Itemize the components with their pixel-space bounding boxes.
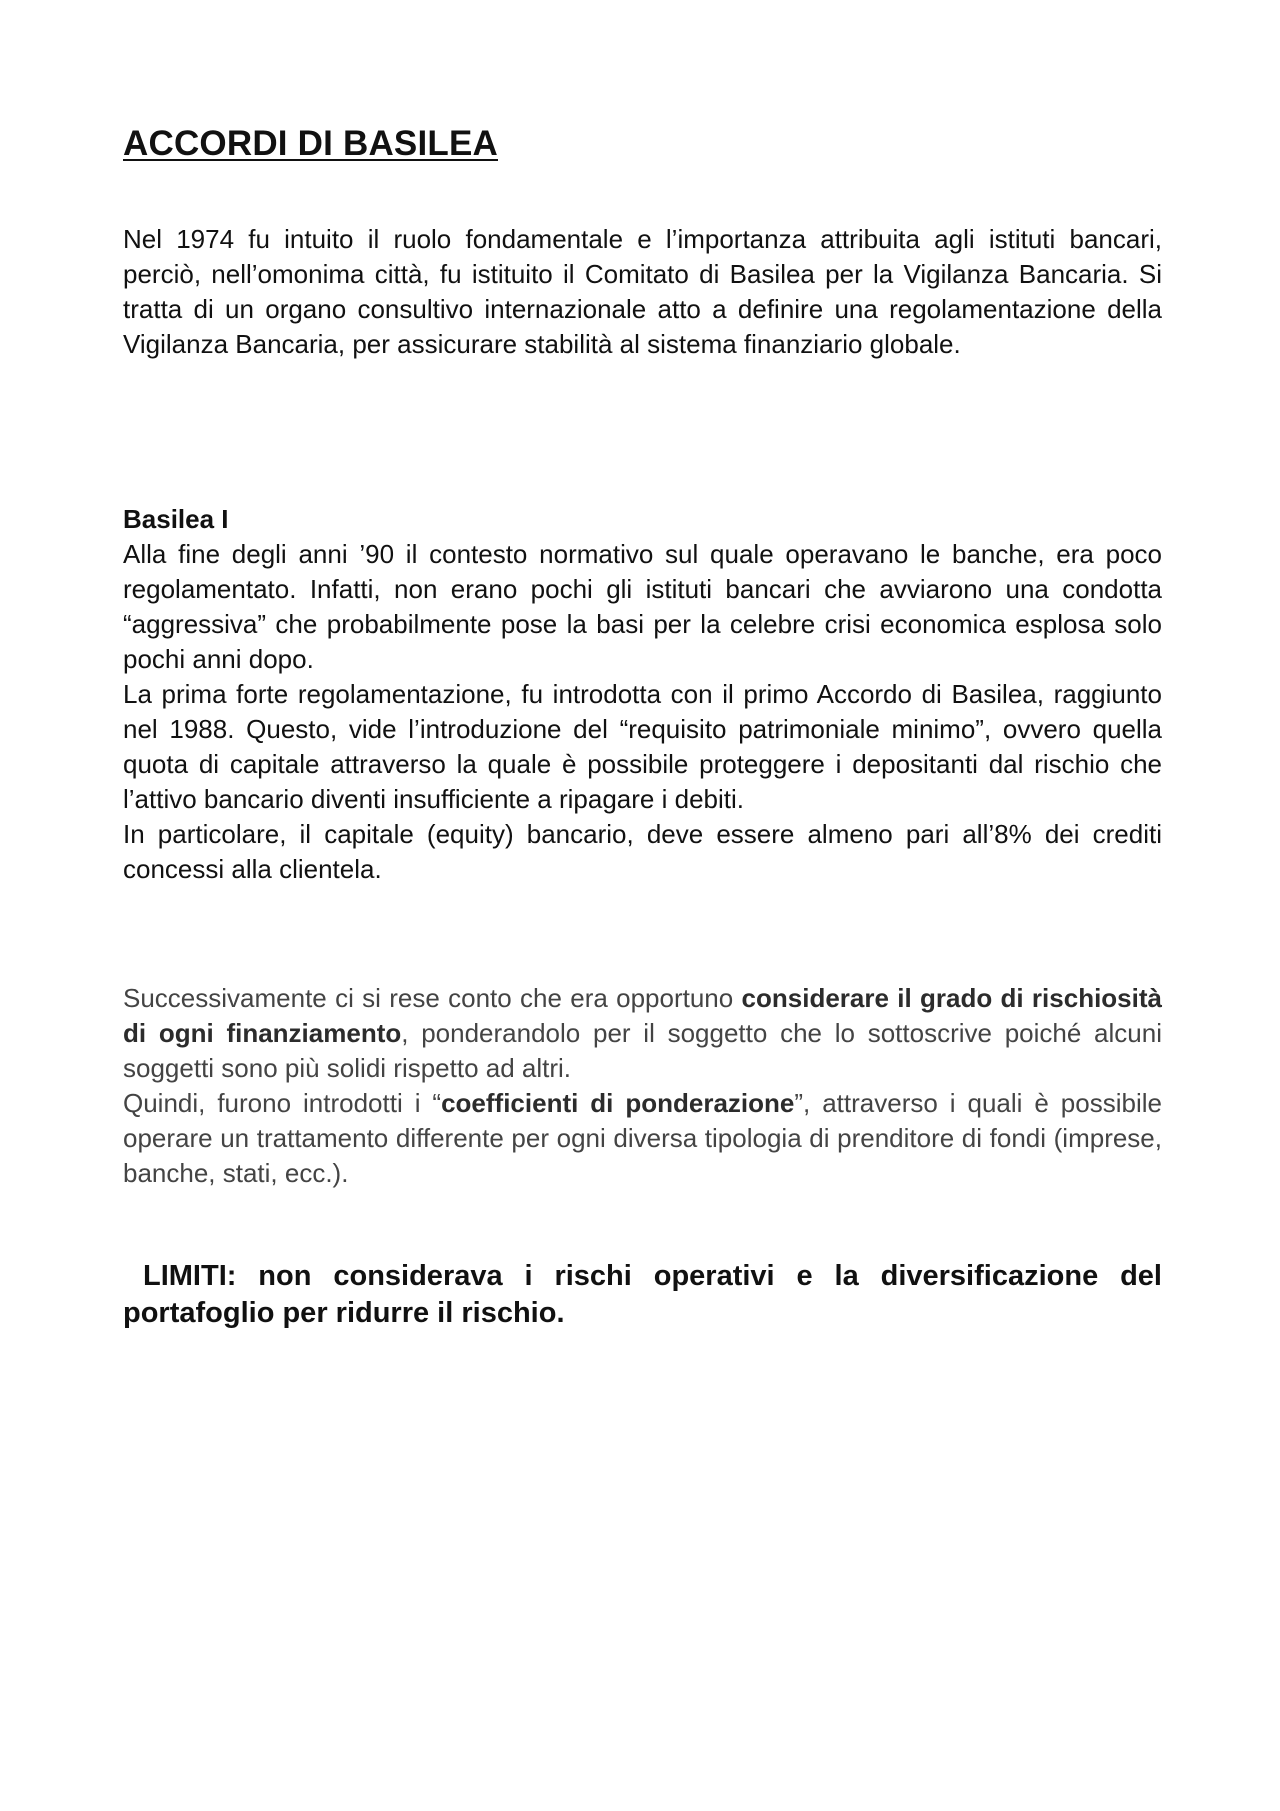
text-run: Quindi, furono introdotti i “ — [123, 1088, 442, 1118]
basilea-1-body — [123, 537, 1162, 887]
successivamente-paragraph-1 — [123, 981, 1162, 1086]
document-page — [123, 0, 1162, 1811]
successivamente-body — [123, 981, 1162, 1191]
section-heading-basilea-1: Basilea I — [123, 504, 229, 534]
basilea-1-paragraph-2: La prima forte regolamentazione, fu introdotta con il primo Accordo di Basilea, raggiunto nel 1988. Questo, vide l’introduzione del “requisito patrimoniale minimo”, ovvero quella quota di capitale attraverso la quale è possibile proteggere i depositanti dal rischio che l’attivo bancario diventi insufficiente a ripagare i debiti. — [123, 679, 1162, 814]
document-title: ACCORDI DI BASILEA — [123, 124, 498, 163]
basilea-1-paragraph-3: In particolare, il capitale (equity) bancario, deve essere almeno pari all’8% dei crediti concessi alla clientela. — [123, 819, 1162, 884]
text-run: , ponderandolo per il soggetto che lo sottoscrive poiché alcuni soggetti sono più solidi rispetto ad altri. — [123, 1018, 1162, 1083]
intro-paragraph: Nel 1974 fu intuito il ruolo fondamentale e l’importanza attribuita agli istituti bancari, perciò, nell’omonima città, fu istituito il Comitato di Basilea per la Vigilanza Bancaria. Si tratta di un organo consultivo internazionale atto a definire una regolamentazione della Vigilanza Bancaria, per assicurare stabilità al sistema finanziario globale. — [123, 224, 1162, 359]
basilea-1-paragraph-1: Alla fine degli anni ’90 il contesto normativo sul quale operavano le banche, era poco regolamentato. Infatti, non erano pochi gli istituti bancari che avviarono una condotta “aggressiva” che probabilmente pose la basi per la celebre crisi economica esplosa solo pochi anni dopo. — [123, 539, 1162, 674]
text-run: Successivamente ci si rese conto che era opportuno — [123, 983, 742, 1013]
limiti-paragraph: LIMITI: non considerava i rischi operativi e la diversificazione del portafoglio per ridurre il rischio. — [123, 1260, 1162, 1329]
emphasis-rischiosita: considerare il grado di rischiosità di ogni finanziamento — [123, 983, 1162, 1048]
successivamente-paragraph-2 — [123, 1086, 1162, 1191]
text-run: ”, attraverso i quali è possibile operare un trattamento differente per ogni diversa tipologia di prenditore di fondi (imprese, banche, stati, ecc.). — [123, 1088, 1162, 1188]
emphasis-coefficienti: coefficienti di ponderazione — [441, 1088, 795, 1118]
